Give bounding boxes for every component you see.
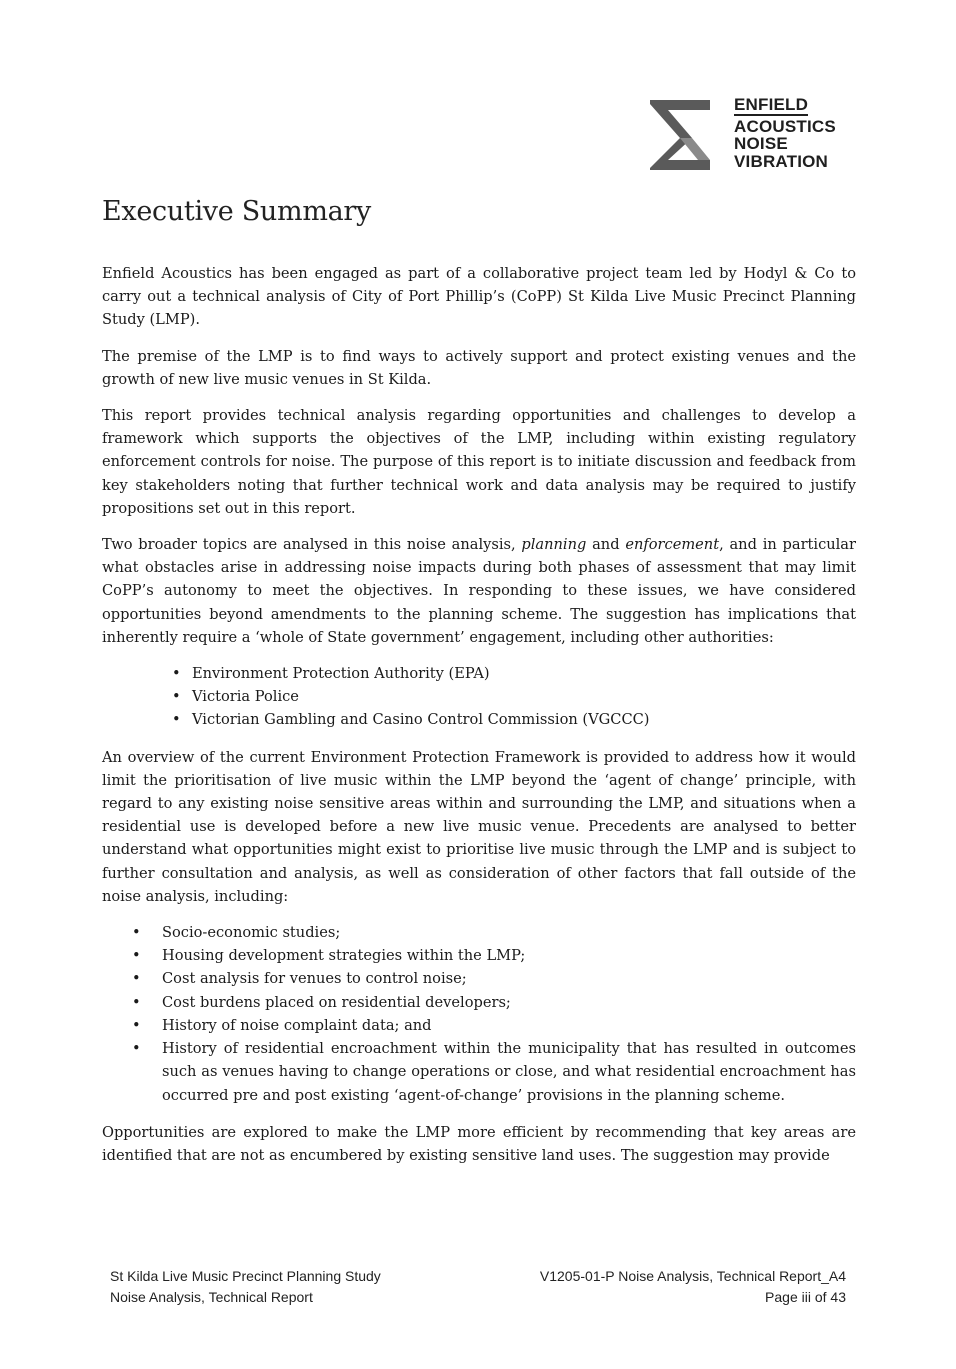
text-run: and	[586, 536, 626, 554]
footer-document-id: V1205-01-P Noise Analysis, Technical Report_A4	[539, 1268, 846, 1284]
logo-line-1: ENFIELD	[734, 95, 809, 114]
list-item: • Socio-economic studies;	[102, 921, 856, 944]
list-item: • Cost analysis for venues to control noise;	[102, 967, 856, 990]
company-logo	[648, 96, 848, 176]
footer-study-title: St Kilda Live Music Precinct Planning Study	[110, 1268, 381, 1284]
paragraph: Opportunities are explored to make the LMP more efficient by recommending that key areas are identified that are not as encumbered by existing sensitive land uses. The suggestion may provide	[102, 1123, 856, 1164]
list-item: • Housing development strategies within the LMP;	[102, 944, 856, 967]
document-body	[102, 262, 856, 1180]
list-item: • Victoria Police	[102, 685, 856, 708]
footer-right	[540, 1266, 846, 1308]
logo-line-4: VIBRATION	[734, 151, 829, 171]
logo-line-3: NOISE	[734, 134, 788, 153]
list-item: • Environment Protection Authority (EPA)	[102, 662, 856, 685]
footer-left	[110, 1266, 381, 1308]
logo-wordmark	[734, 96, 836, 170]
footer-page-number: Page iii of 43	[765, 1289, 846, 1305]
paragraph: The premise of the LMP is to find ways to actively support and protect existing venues and the growth of new live music venues in St Kilda.	[102, 347, 856, 388]
text-run: , and in particular what obstacles arise in addressing noise impacts during both phases of assessment that may limit CoPP’s autonomy to meet the objectives. In responding to these issues, we have considered opportunities beyond amendments to the planning scheme. The suggestion has implications that inherently require a ‘whole of State government’ engagement, including other authorities:	[102, 536, 856, 646]
footer-report-type: Noise Analysis, Technical Report	[110, 1289, 313, 1305]
emphasis-enforcement: enforcement	[625, 536, 720, 554]
logo-line-2: ACOUSTICS	[734, 116, 836, 136]
emphasis-planning: planning	[521, 536, 587, 554]
authorities-list	[102, 662, 856, 732]
paragraph: This report provides technical analysis regarding opportunities and challenges to develop a framework which supports the objectives of the LMP, including within existing regulatory enforcement controls for noise. The purpose of this report is to initiate discussion and feedback from key stakeholders noting that further technical work and data analysis may be required to justify propositions set out in this report.	[102, 407, 856, 517]
list-item: • History of residential encroachment within the municipality that has resulted in outcomes such as venues having to change operations or close, and what residential encroachment has occurred pre and post existing ‘agent-of-change’ provisions in the planning scheme.	[102, 1037, 856, 1107]
paragraph	[102, 533, 856, 649]
list-item: • Victorian Gambling and Casino Control Commission (VGCCC)	[102, 708, 856, 731]
paragraph: An overview of the current Environment Protection Framework is provided to address how it would limit the prioritisation of live music within the LMP beyond the ‘agent of change’ principle, with regard to any existing noise sensitive areas within and surrounding the LMP, and situations when a residential use is developed before a new live music venue. Precedents are analysed to better understand what opportunities might exist to prioritise live music through the LMP and is subject to further consultation and analysis, as well as consideration of other factors that fall outside of the noise analysis, including:	[102, 748, 856, 905]
text-run: Two broader topics are analysed in this noise analysis,	[102, 536, 522, 554]
list-item: • History of noise complaint data; and	[102, 1014, 856, 1037]
paragraph: Enfield Acoustics has been engaged as part of a collaborative project team led by Hodyl & Co to carry out a technical analysis of City of Port Phillip’s (CoPP) St Kilda Live Music Precinct Planning Study (LMP).	[102, 265, 856, 329]
factors-list	[102, 921, 856, 1107]
page-title: Executive Summary	[102, 196, 371, 227]
list-item: • Cost burdens placed on residential developers;	[102, 991, 856, 1014]
sigma-logo-icon	[648, 98, 714, 172]
